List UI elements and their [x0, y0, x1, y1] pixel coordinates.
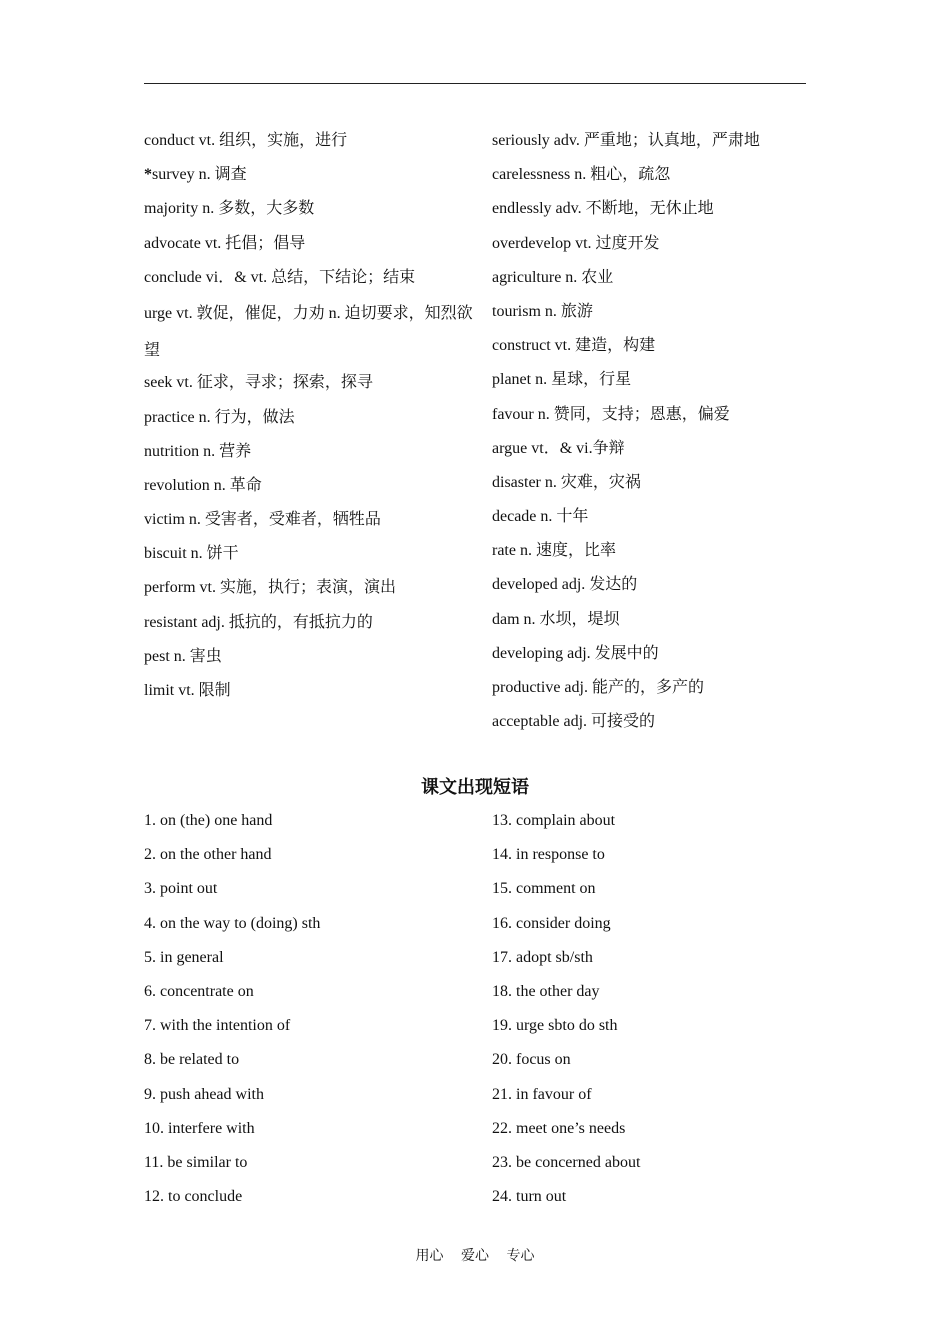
vocab-entry: favour n. 赞同，支持；恩惠，偏爱	[492, 405, 730, 423]
phrase-item: 14. in response to	[492, 846, 605, 864]
vocab-entry: carelessness n. 粗心，疏忽	[492, 166, 671, 184]
footer-word: 爱心	[461, 1249, 489, 1264]
vocab-entry: majority n. 多数，大多数	[144, 200, 315, 218]
vocab-entry: developing adj. 发展中的	[492, 644, 659, 662]
vocab-entry: productive adj. 能产的，多产的	[492, 679, 704, 696]
phrase-item: 10. interfere with	[144, 1119, 255, 1137]
phrase-item: 19. urge sbto do sth	[492, 1017, 618, 1035]
page-footer	[0, 1247, 950, 1267]
phrase-item: 21. in favour of	[492, 1085, 592, 1103]
vocab-entry: nutrition n. 营养	[144, 442, 252, 460]
vocab-entry: argue vt．& vi.争辩	[492, 439, 625, 457]
vocab-entry: perform vt. 实施，执行；表演，演出	[144, 579, 396, 597]
phrase-item: 17. adopt sb/sth	[492, 948, 593, 966]
phrase-item: 4. on the way to (doing) sth	[144, 914, 321, 932]
vocab-entry: biscuit n. 饼干	[144, 545, 239, 563]
header-rule	[144, 83, 806, 84]
phrase-item: 13. complain about	[492, 812, 616, 829]
phrase-item: 7. with the intention of	[144, 1017, 291, 1035]
vocab-right-column	[492, 124, 812, 739]
phrase-item: 24. turn out	[492, 1188, 567, 1206]
phrase-item: 6. concentrate on	[144, 982, 254, 1000]
footer-word: 专心	[506, 1249, 535, 1264]
vocab-entry: practice n. 行为，做法	[144, 408, 295, 426]
vocab-entry: decade n. 十年	[492, 508, 589, 526]
vocab-entry: overdevelop vt. 过度开发	[492, 234, 660, 252]
vocab-entry: dam n. 水坝，堤坝	[492, 610, 620, 628]
vocab-entry: pest n. 害虫	[144, 647, 222, 665]
phrase-item: 20. focus on	[492, 1051, 571, 1069]
phrase-item: 18. the other day	[492, 982, 600, 1000]
phrase-item: 11. be similar to	[144, 1153, 248, 1171]
vocab-entry: *survey n. 调查	[144, 166, 247, 184]
vocab-entry: revolution n. 革命	[144, 476, 262, 494]
phrases-left-column	[144, 804, 474, 1214]
vocab-entry: acceptable adj. 可接受的	[492, 713, 656, 731]
vocab-entry: agriculture n. 农业	[492, 268, 614, 286]
asterisk-mark: *	[144, 166, 152, 184]
vocab-entry: construct vt. 建造，构建	[492, 337, 656, 355]
vocab-entry: limit vt. 限制	[144, 682, 231, 700]
phrases-right-column	[492, 804, 812, 1214]
vocab-entry: conclude vi．& vt. 总结，下结论；结束	[144, 268, 416, 286]
phrase-item: 23. be concerned about	[492, 1153, 641, 1171]
phrase-item: 1. on (the) one hand	[144, 812, 273, 829]
phrase-item: 22. meet one’s needs	[492, 1119, 626, 1137]
vocab-entry: victim n. 受害者，受难者，牺牲品	[144, 511, 381, 529]
phrase-item: 16. consider doing	[492, 914, 611, 932]
footer-word: 用心	[415, 1249, 444, 1264]
phrase-item: 3. point out	[144, 880, 218, 898]
phrases-section-title: 课文出现短语	[421, 777, 529, 797]
phrase-item: 9. push ahead with	[144, 1085, 264, 1103]
vocab-entry: seriously adv. 严重地；认真地，严肃地	[492, 132, 760, 149]
vocab-entry: advocate vt. 托倡；倡导	[144, 234, 306, 252]
vocab-entry: resistant adj. 抵抗的，有抵抗力的	[144, 613, 373, 631]
phrase-item: 8. be related to	[144, 1051, 240, 1069]
vocab-entry: planet n. 星球，行星	[492, 371, 632, 389]
phrase-item: 12. to conclude	[144, 1188, 243, 1206]
vocab-entry: rate n. 速度，比率	[492, 542, 616, 560]
vocab-entry: disaster n. 灾难，灾祸	[492, 473, 641, 491]
vocab-entry: endlessly adv. 不断地，无休止地	[492, 200, 714, 218]
phrase-item: 5. in general	[144, 948, 224, 966]
vocab-entry: urge vt. 敦促，催促，力劝 n. 迫切要求，知烈欲望	[144, 304, 473, 359]
vocab-left-column	[144, 124, 474, 708]
vocab-entry: tourism n. 旅游	[492, 302, 593, 320]
phrase-item: 15. comment on	[492, 880, 596, 898]
phrase-item: 2. on the other hand	[144, 846, 272, 864]
vocab-entry: seek vt. 征求，寻求；探索，探寻	[144, 374, 373, 392]
vocab-entry: developed adj. 发达的	[492, 576, 638, 594]
vocab-entry: conduct vt. 组织，实施，进行	[144, 132, 348, 149]
